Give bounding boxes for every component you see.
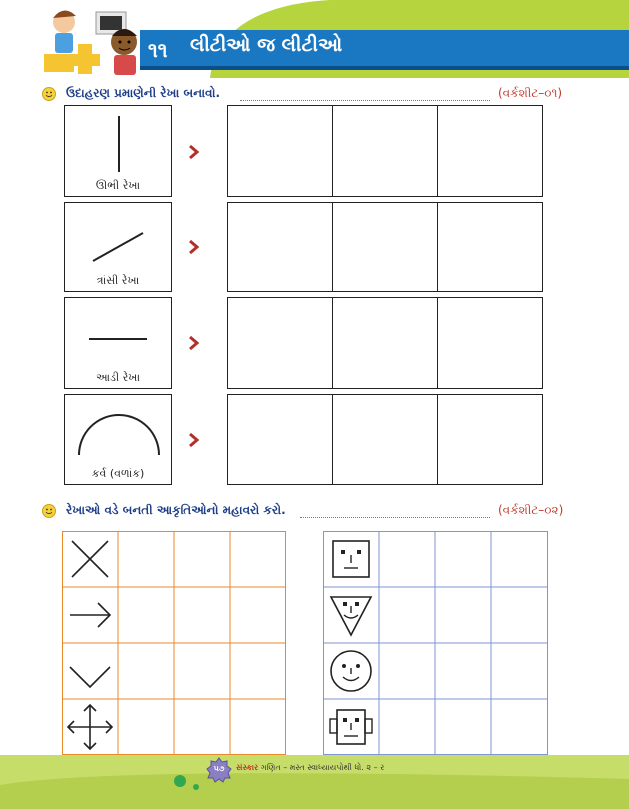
- example-box-vertical-line: [64, 105, 172, 197]
- triangle-face-icon: [323, 587, 379, 643]
- practice-box[interactable]: [227, 297, 333, 389]
- four-way-arrow-icon: [62, 699, 118, 755]
- footer-book-title: ગણિત – મસ્ત સ્વાધ્યાયપોથી ધો. ૨ – ર: [260, 763, 385, 772]
- chevron-right-icon: [185, 334, 203, 352]
- practice-box[interactable]: [332, 394, 438, 485]
- page-number: ૫૭: [213, 764, 225, 773]
- example-box-horizontal-line: [64, 297, 172, 389]
- chevron-right-icon: [185, 431, 203, 449]
- example-label: કર્વ (વળાંક): [91, 467, 145, 480]
- dotted-rule: [240, 100, 490, 101]
- chevron-right-icon: [185, 238, 203, 256]
- robot-face-icon: [323, 699, 379, 755]
- right-practice-grid: [323, 531, 548, 755]
- footer-text: [236, 763, 384, 773]
- practice-box[interactable]: [437, 297, 543, 389]
- example-label: ત્રાંસી રેખા: [96, 274, 140, 287]
- chapter-title: લીટીઓ જ લીટીઓ: [190, 34, 343, 56]
- worksheet2-label: (વર્કશીટ–૦૨): [498, 503, 564, 517]
- practice-box[interactable]: [437, 394, 543, 485]
- chapter-number: ૧૧: [148, 38, 168, 62]
- practice-box[interactable]: [437, 105, 543, 197]
- cross-icon: [62, 531, 118, 587]
- practice-box[interactable]: [332, 297, 438, 389]
- left-practice-grid: [62, 531, 286, 755]
- footer-brand: સંસ્કાર: [236, 763, 259, 772]
- right-arrow-icon: [62, 587, 118, 643]
- practice-box[interactable]: [227, 105, 333, 197]
- practice-box[interactable]: [332, 105, 438, 197]
- worksheet1-label: (વર્કશીટ–૦૧): [498, 86, 563, 100]
- round-face-icon: [323, 643, 379, 699]
- example-label: ઊભી રેખા: [95, 179, 141, 192]
- example-box-slanted-line: [64, 202, 172, 292]
- example-label: આડી રેખા: [95, 371, 141, 384]
- smiley-icon: [42, 87, 56, 101]
- v-shape-icon: [62, 643, 118, 699]
- practice-box[interactable]: [227, 394, 333, 485]
- practice-box[interactable]: [332, 202, 438, 292]
- smiley-icon: [42, 504, 56, 518]
- square-face-icon: [323, 531, 379, 587]
- practice-box[interactable]: [437, 202, 543, 292]
- example-box-curve: [64, 394, 172, 485]
- kids-illustration: [42, 4, 150, 80]
- worksheet1-heading: ઉદાહરણ પ્રમાણેની રેખા બનાવો.: [66, 86, 221, 100]
- dotted-rule: [300, 517, 490, 518]
- chevron-right-icon: [185, 143, 203, 161]
- worksheet2-heading: રેખાઓ વડે બનતી આકૃતિઓનો મહાવરો કરો.: [66, 503, 286, 517]
- practice-box[interactable]: [227, 202, 333, 292]
